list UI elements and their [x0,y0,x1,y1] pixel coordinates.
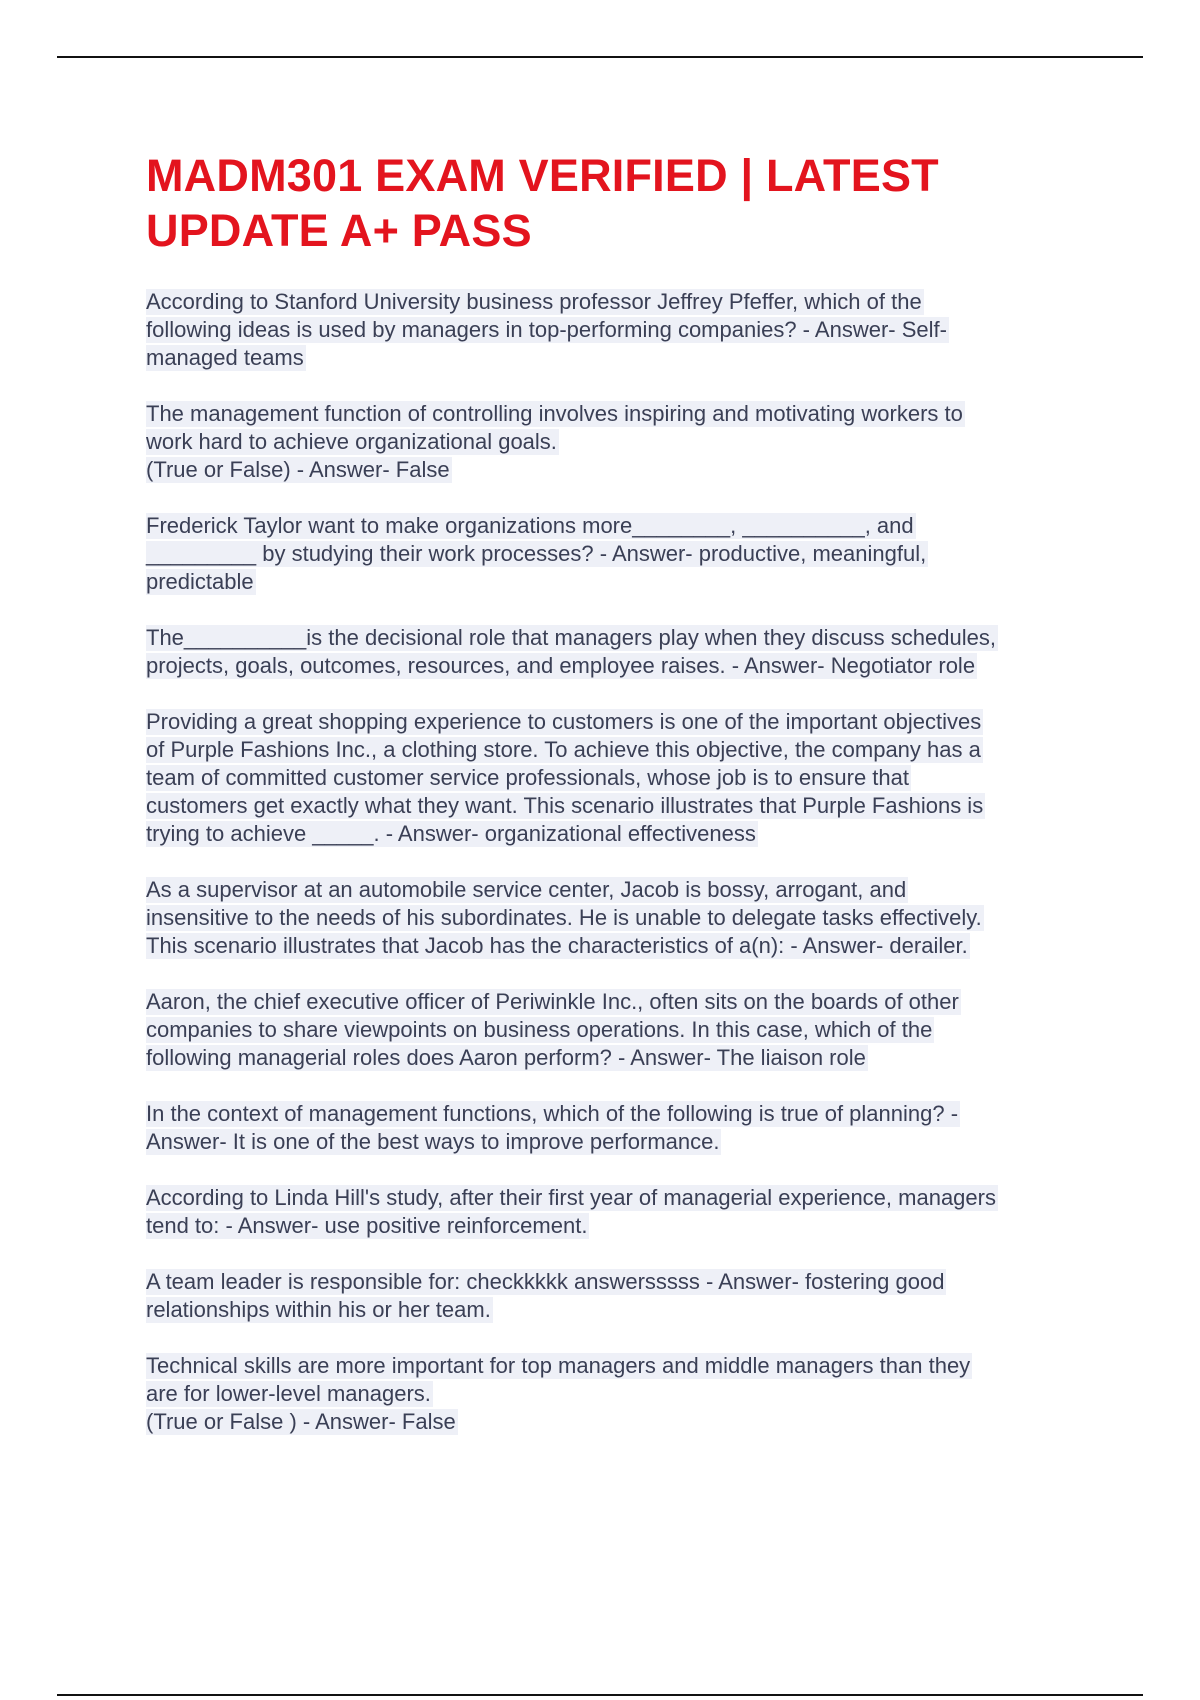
qa-line: In the context of management functions, which of the following is true of planning? - [146,1101,959,1126]
qa-line: predictable [146,569,254,594]
qa-line: (True or False) - Answer- False [146,457,450,482]
qa-item [146,1100,1086,1156]
qa-item [146,708,1086,848]
bottom-rule [57,1694,1143,1696]
qa-line: managed teams [146,345,304,370]
qa-line: A team leader is responsible for: checkkkkk answersssss - Answer- fostering good [146,1269,945,1294]
qa-item [146,988,1086,1072]
qa-line: The management function of controlling involves inspiring and motivating workers to [146,401,963,426]
qa-line: Frederick Taylor want to make organizations more________, __________, and [146,513,914,538]
qa-line: trying to achieve _____. - Answer- organizational effectiveness [146,821,756,846]
qa-item [146,400,1086,484]
qa-line: According to Linda Hill's study, after their first year of managerial experience, managers [146,1185,996,1210]
qa-item [146,1268,1086,1324]
qa-line: following ideas is used by managers in top-performing companies? - Answer- Self- [146,317,947,342]
qa-line: Aaron, the chief executive officer of Periwinkle Inc., often sits on the boards of other [146,989,959,1014]
top-rule [57,56,1143,58]
qa-line: of Purple Fashions Inc., a clothing store. To achieve this objective, the company has a [146,737,981,762]
qa-line: customers get exactly what they want. This scenario illustrates that Purple Fashions is [146,793,984,818]
document-body [146,148,1086,1464]
qa-line: Answer- It is one of the best ways to improve performance. [146,1129,720,1154]
document-title [146,148,1086,258]
qa-line: team of committed customer service professionals, whose job is to ensure that [146,765,910,790]
qa-line: insensitive to the needs of his subordinates. He is unable to delegate tasks effectively. [146,905,982,930]
qa-line: projects, goals, outcomes, resources, and employee raises. - Answer- Negotiator role [146,653,976,678]
qa-line: Providing a great shopping experience to customers is one of the important objectives [146,709,982,734]
qa-line: According to Stanford University business professor Jeffrey Pfeffer, which of the [146,289,922,314]
qa-line: work hard to achieve organizational goals. [146,429,557,454]
qa-item [146,288,1086,372]
qa-line: (True or False ) - Answer- False [146,1409,456,1434]
qa-item [146,1352,1086,1436]
qa-line: Technical skills are more important for top managers and middle managers than they [146,1353,971,1378]
title-line: UPDATE A+ PASS [146,205,532,256]
qa-line: are for lower-level managers. [146,1381,431,1406]
qa-line: The__________is the decisional role that managers play when they discuss schedules, [146,625,996,650]
qa-item [146,624,1086,680]
title-line: MADM301 EXAM VERIFIED | LATEST [146,150,939,201]
qa-item [146,512,1086,596]
qa-line: companies to share viewpoints on business operations. In this case, which of the [146,1017,933,1042]
qa-item [146,876,1086,960]
qa-line: relationships within his or her team. [146,1297,491,1322]
qa-line: following managerial roles does Aaron perform? - Answer- The liaison role [146,1045,866,1070]
qa-line: As a supervisor at an automobile service center, Jacob is bossy, arrogant, and [146,877,907,902]
qa-line: tend to: - Answer- use positive reinforcement. [146,1213,588,1238]
qa-line: _________ by studying their work processes? - Answer- productive, meaningful, [146,541,927,566]
qa-item [146,1184,1086,1240]
qa-line: This scenario illustrates that Jacob has the characteristics of a(n): - Answer- derailer. [146,933,968,958]
